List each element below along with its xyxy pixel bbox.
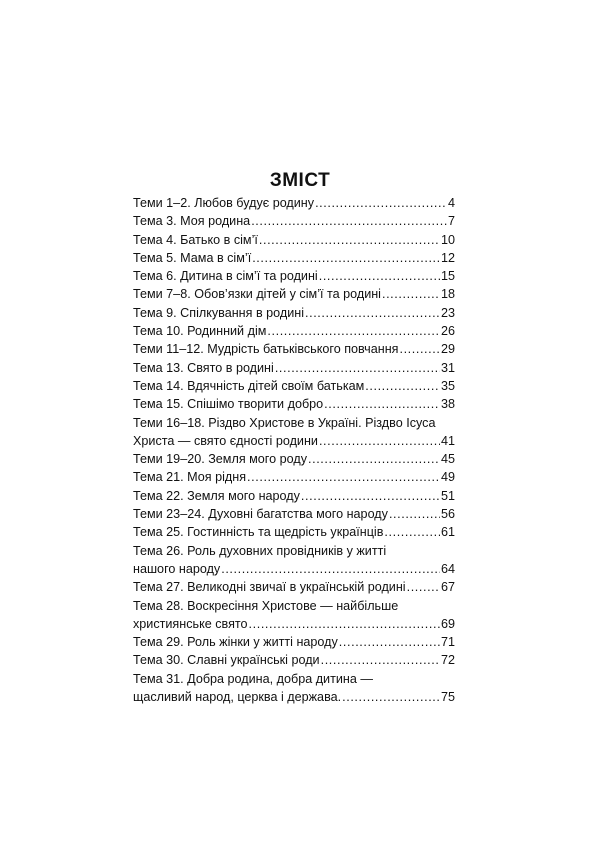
toc-entry-title: Тема 31. Добра родина, добра дитина — [133,671,373,686]
toc-entry[interactable] [133,194,455,212]
toc-entry-line [133,578,455,596]
dot-leader [365,377,440,395]
toc-entry-line [133,377,455,395]
dot-leader [252,249,440,267]
toc-entry-line [133,414,455,432]
dot-leader [407,578,440,596]
dot-leader [305,304,440,322]
toc-entry-title: Тема 30. Славні українські роди [133,653,320,668]
toc-entry[interactable] [133,578,455,596]
toc-entry[interactable] [133,285,455,303]
toc-entry-title: Теми 11–12. Мудрість батьківського повчання [133,342,399,357]
toc-entry-title: Тема 25. Гостинність та щедрість українців [133,525,384,540]
toc-entry-line [133,359,455,377]
toc-entry-line [133,651,455,669]
toc-entry[interactable] [133,670,455,707]
toc-entry[interactable] [133,542,455,579]
dot-leader [315,194,447,212]
toc-entry[interactable] [133,633,455,651]
toc-entry-line [133,322,455,340]
dot-leader [321,651,440,669]
toc-entry-line [133,212,455,230]
toc-entry-title: Тема 15. Спішімо творити добро [133,397,324,412]
toc-entry-title: Тема 26. Роль духовних провідників у житті [133,543,387,558]
toc-page-number: 38 [440,397,455,412]
toc-entry[interactable] [133,414,455,451]
toc-entry[interactable] [133,212,455,230]
toc-page-number: 29 [440,342,455,357]
toc-entry-title: Теми 23–24. Духовні багатства мого народу [133,507,388,522]
toc-entry-line [133,194,455,212]
toc-entry-line [133,670,455,688]
toc-entry-line [133,304,455,322]
dot-leader [389,505,440,523]
toc-entry-line [133,231,455,249]
toc-page-number: 35 [440,378,455,393]
dot-leader [342,688,440,706]
toc-entry-line [133,523,455,541]
toc-page-number: 49 [440,470,455,485]
dot-leader [382,285,440,303]
toc-entry-line [133,432,455,450]
toc-page-number: 45 [440,452,455,467]
toc-entry-title: Теми 16–18. Різдво Христове в Україні. Різдво Ісуса [133,415,436,430]
toc-entry[interactable] [133,322,455,340]
toc-entry-title: Тема 3. Моя родина [133,214,251,229]
toc-entry[interactable] [133,597,455,634]
toc-entry-line [133,487,455,505]
toc-entry[interactable] [133,468,455,486]
toc-entry[interactable] [133,267,455,285]
toc-page-number: 26 [440,324,455,339]
toc-page-number: 64 [440,561,455,576]
dot-leader [319,432,440,450]
dot-leader [319,267,440,285]
toc-entry-line [133,450,455,468]
toc-entry[interactable] [133,304,455,322]
toc-entry-title: Тема 5. Мама в сім’ї [133,250,252,265]
toc-page-number: 61 [440,525,455,540]
toc-entry-line [133,633,455,651]
toc-entry-title: Тема 14. Вдячність дітей своїм батькам [133,378,365,393]
toc-entry-line [133,542,455,560]
toc-page-number: 75 [440,690,455,705]
toc-entry[interactable] [133,395,455,413]
toc-entry-title: Христа — свято єдності родини [133,433,318,448]
dot-leader [221,560,440,578]
toc-page-number: 12 [440,250,455,265]
dot-leader [339,633,440,651]
toc-entry-title: Тема 6. Дитина в сім’ї та родині [133,269,318,284]
dot-leader [267,322,440,340]
toc-entry-line [133,395,455,413]
toc-entry-title: Тема 4. Батько в сім’ї [133,232,258,247]
toc-entry-title: Теми 19–20. Земля мого роду [133,452,307,467]
toc-entry[interactable] [133,377,455,395]
toc-page-number: 67 [440,580,455,595]
toc-entry-title: нашого народу [133,561,221,576]
toc-page-number: 31 [440,360,455,375]
toc-entry-title: Тема 27. Великодні звичаї в українській родині [133,580,406,595]
toc-page-number: 4 [447,196,455,210]
toc-entry-title: Тема 13. Свято в родині [133,360,274,375]
toc-entry-title: Теми 7–8. Обов’язки дітей у сім’ї та родині [133,287,381,302]
toc-entry-line [133,505,455,523]
toc-entry[interactable] [133,505,455,523]
toc-entry-title: Тема 29. Роль жінки у житті народу [133,635,338,650]
toc-entry-line [133,615,455,633]
toc-page-number: 7 [447,214,455,229]
dot-leader [249,615,440,633]
toc-page-number: 51 [440,488,455,503]
dot-leader [301,487,440,505]
toc-entry[interactable] [133,359,455,377]
toc-page-number: 56 [440,507,455,522]
toc-page-number: 23 [440,305,455,320]
toc-entry-line [133,249,455,267]
toc-entry-line [133,267,455,285]
toc-entry-title: Теми 1–2. Любов будує родину [133,196,315,210]
toc-entry-title: щасливий народ, церква і держава. [133,690,342,705]
toc-entry-line [133,688,455,706]
dot-leader [324,395,440,413]
toc-page-number: 71 [440,635,455,650]
toc-entry-line [133,468,455,486]
toc-entry-line [133,340,455,358]
toc-entry-line [133,560,455,578]
toc-entry[interactable] [133,249,455,267]
toc-entry-line [133,285,455,303]
toc-page-number: 72 [440,653,455,668]
dot-leader [251,212,447,230]
toc-entry-title: Тема 21. Моя рідня [133,470,247,485]
dot-leader [384,523,440,541]
dot-leader [308,450,440,468]
dot-leader [247,468,440,486]
toc-entry-title: християнське свято [133,616,248,631]
toc-page-number: 41 [440,433,455,448]
table-of-contents [133,194,455,706]
toc-entry-title: Тема 22. Земля мого народу [133,488,300,503]
dot-leader [259,231,440,249]
toc-entry-line [133,597,455,615]
toc-entry-title: Тема 28. Воскресіння Христове — найбільше [133,598,399,613]
toc-entry[interactable] [133,487,455,505]
toc-page-number: 69 [440,616,455,631]
toc-entry[interactable] [133,450,455,468]
toc-page-number: 15 [440,269,455,284]
dot-leader [399,340,440,358]
toc-entry[interactable] [133,231,455,249]
toc-entry[interactable] [133,651,455,669]
toc-entry-title: Тема 10. Родинний дім [133,324,267,339]
dot-leader [275,359,440,377]
toc-entry[interactable] [133,340,455,358]
toc-page-number: 18 [440,287,455,302]
toc-entry[interactable] [133,523,455,541]
toc-page-number: 10 [440,232,455,247]
toc-entry-title: Тема 9. Спілкування в родині [133,305,304,320]
page-title: ЗМІСТ [269,170,331,191]
